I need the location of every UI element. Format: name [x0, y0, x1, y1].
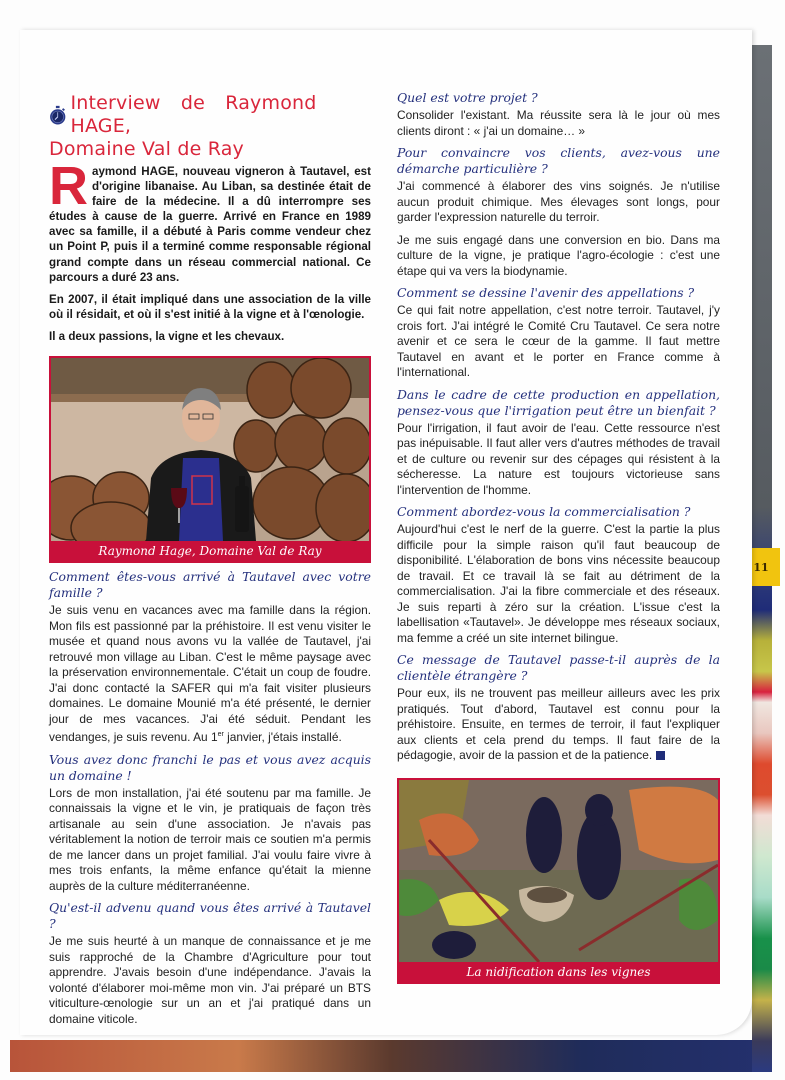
question: Comment êtes-vous arrivé à Tautavel avec votre famille ?: [49, 569, 371, 601]
vine-nest-illustration: [399, 780, 718, 962]
portrait-image: [51, 358, 369, 541]
intro-text: aymond HAGE, nouveau vigneron à Tautavel, est d'origine libanaise. Au Liban, sa destinée était de faire de la médecine. Il a dû interrompre ses études à cause de la guerre. Arrivé en France en 1989 avec sa famille, il a débuté à Paris comme vendeur chez un Point P, puis il a terminé comme responsable régional grand compte dans un réseau commercial national. Ce parcours a duré 23 ans.: [49, 165, 371, 284]
question: Ce message de Tautavel passe-t-il auprès de la clientèle étrangère ?: [397, 652, 720, 683]
vineyard-caption: La nidification dans les vignes: [399, 962, 718, 982]
question: Comment se dessine l'avenir des appellations ?: [397, 285, 695, 300]
vineyard-photo: [397, 778, 720, 984]
stopwatch-icon: [49, 105, 66, 126]
answer: Je me suis engagé dans une conversion en bio. Dans ma culture de la vigne, je pratique l'agro-écologie : c'est une étape qui va vers la biodynamie.: [397, 232, 720, 278]
qa-block: [49, 569, 371, 745]
superscript: er: [217, 731, 224, 739]
answer: Consolider l'existant. Ma réussite sera là le jour où mes clients diront : « j'ai un domaine… »: [397, 108, 720, 138]
article-title: [49, 92, 371, 161]
intro-paragraph: [49, 156, 371, 285]
answer: [397, 686, 720, 764]
question: Vous avez donc franchi le pas et vous avez acquis un domaine !: [49, 751, 371, 783]
portrait-caption: Raymond Hage, Domaine Val de Ray: [51, 541, 369, 561]
qa-block: [397, 387, 720, 499]
next-page-edge-bottom: [10, 1040, 772, 1072]
page-number: 11: [753, 560, 769, 574]
question: Pour convaincre vos clients, avez-vous une démarche particulière ?: [397, 145, 720, 176]
left-column: [49, 92, 371, 1027]
qa-block: [49, 900, 371, 1027]
question: Quel est votre projet ?: [397, 90, 538, 105]
answer-text: Pour eux, ils ne trouvent pas meilleur ailleurs avec les prix pratiqués. Tout d'abord, Tautavel est connu pour la préhistoire. Ensuite, en termes de terroir, il faut l'expliquer aux clients et cela prend du temps. Il faut faire de la pédagogie, avoir de la passion et de la patience.: [397, 686, 720, 762]
qa-block: [397, 285, 720, 381]
qa-block: [397, 652, 720, 764]
answer: Je me suis heurté à un manque de connaissance et je me suis rapproché de la Chambre d'Agriculture pour tout apprendre. J'avais besoin d'une indépendance. J'avais la volonté d'élaborer moi-même mon vin. J'ai préparé un BTS viticulture-œnologie sur un an et j'ai pratiqué dans un domaine viticole.: [49, 934, 371, 1026]
qa-block: [397, 90, 720, 139]
end-of-article-mark: [656, 751, 665, 760]
answer: [49, 603, 371, 745]
intro-paragraph-3: Il a deux passions, la vigne et les chevaux.: [49, 329, 285, 343]
intro-paragraph-2: En 2007, il était impliqué dans une association de la ville où il résidait, et où il s'est initié à la vigne et à l'œnologie.: [49, 292, 371, 321]
question: Dans le cadre de cette production en appellation, pensez-vous que l'irrigation peut être un bienfait ?: [397, 386, 720, 418]
title-line-2: Domaine Val de Ray: [49, 138, 245, 160]
title-line-1: Interview de Raymond HAGE,: [70, 92, 317, 137]
answer-text: Je suis venu en vacances avec ma famille dans la région. Mon fils est passionné par la préhistoire. Il est venu visiter le musée et quand nous avons vu la vallée de Tautavel, j'ai retrouvé mon village au Liban. C'est le même paysage avec la préservation environnementale. C'était un coup de foudre. J'ai donc contacté la SAFER qui m'a fait visiter plusieurs domaines. Le domaine Mounié m'a été présenté, le dernier jour de mes vacances. J'ai été séduit. Pendant les vendanges, je suis revenu. Au 1: [49, 603, 371, 744]
right-column: [397, 90, 720, 984]
qa-block: [49, 752, 371, 895]
qa-block: [397, 504, 720, 646]
cellar-scene-illustration: [51, 358, 369, 541]
answer: Aujourd'hui c'est le nerf de la guerre. C'est la partie la plus difficile pour la simple raison qu'il faut beaucoup de disponibilité. L'élaboration de bons vins nécessite beaucoup de travail. Et ce travail là se fait au détriment de la commercialisation. J'ai la fibre commerciale et des réseaux. Je suis reparti à zéro sur la création. L'issue c'est la labellisation «Tautavel». Je développe mes réseaux sociaux, ma femme a créé un site internet bilingue.: [397, 522, 720, 645]
answer: Ce qui fait notre appellation, c'est notre terroir. Tautavel, j'y crois fort. J'ai intégré le Comité Cru Tautavel. Ce sera notre avenir et ce sera le cœur de la gamme. Il faut mettre Tautavel en avant et le porter en France comme à l'international.: [397, 303, 720, 379]
answer: J'ai commencé à élaborer des vins soignés. Je n'utilise aucun produit chimique. Mes élevages sont longs, pour garder l'expression naturelle du terroir.: [397, 179, 720, 224]
drop-cap: R: [49, 156, 88, 216]
question: Qu'est-il advenu quand vous êtes arrivé à Tautavel ?: [49, 900, 371, 931]
vineyard-image: [399, 780, 718, 962]
answer-text: janvier, j'étais installé.: [223, 730, 342, 744]
answer: Lors de mon installation, j'ai été soutenu par ma famille. Je connaissais la vigne et le vin, je pratiquais de façon très artisanale au sein d'une association. Je n'avais pas véritablement la notion de terroir mais ce soutien m'a permis de me lancer dans un projet familial. J'ai voulu faire vivre à mes trois enfants, la même enfance qu'était la mienne auprès de la culture méditerranéenne.: [49, 785, 371, 893]
qa-block: [397, 145, 720, 279]
answer: Pour l'irrigation, il faut avoir de l'eau. Cette ressource n'est pas inépuisable. Il faut aller vers d'autres méthodes de travail et de culture ou revenir sur des cépages qui résistent à la sécheresse. La nature est toujours victorieuse sans l'intervention de l'homme.: [397, 420, 720, 497]
question: Comment abordez-vous la commercialisation ?: [397, 504, 691, 519]
portrait-photo: [49, 356, 371, 563]
